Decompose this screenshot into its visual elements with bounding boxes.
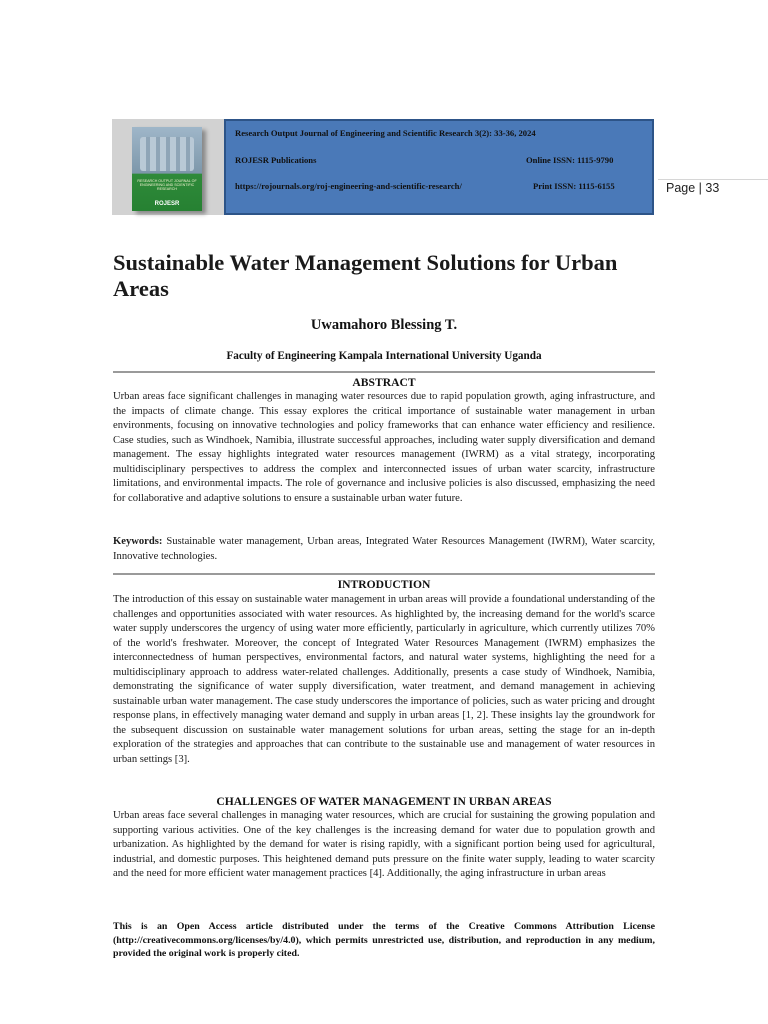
introduction-heading: INTRODUCTION: [337, 578, 431, 591]
cover-machine-picture: [140, 137, 194, 171]
abstract-text: Urban areas face significant challenges in managing water resources due to rapid population growth, aging infrastructure, and the impacts of climate change. This essay explores the critical importance of sustainable water management in urban environments, focusing on innovative technologies and policy frameworks that can enhance water efficiency and resilience. Case studies, such as Windhoek, Namibia, illustrate successful approaches, including water supply diversification and demand management. The essay highlights integrated water resources management (IWRM) as a vital strategy, incorporating multidisciplinary perspectives to address the complex and interconnected issues of urban water scarcity, infrastructure limitations, and environmental impacts. The role of governance and inclusive policies is also discussed, emphasizing the need for collaborative and adaptive solutions to ensure a sustainable urban water future.: [113, 391, 655, 504]
journal-line: Research Output Journal of Engineering and Scientific Research 3(2): 33-36, 2024: [235, 128, 536, 138]
online-issn: Online ISSN: 1115-9790: [526, 155, 614, 165]
author: Uwamahoro Blessing T.: [310, 317, 458, 333]
journal-header-box: [224, 119, 654, 215]
page-label-rule: [658, 179, 768, 180]
article-title: Sustainable Water Management Solutions for Urban Areas: [113, 250, 618, 301]
page-number: Page | 33: [666, 181, 720, 195]
journal-cover-image: [112, 119, 224, 215]
challenges-heading: CHALLENGES OF WATER MANAGEMENT IN URBAN AREAS: [216, 795, 552, 808]
divider: [113, 573, 655, 575]
publisher: ROJESR Publications: [235, 155, 317, 165]
challenges-text: Urban areas face several challenges in managing water resources, which are crucial for sustaining the growing population and supporting various activities. One of the key challenges is the increasing demand for water due to population growth and urbanization. As highlighted by the demand for water is rising rapidly, with a significant portion being used for agricultural, industrial, and domestic purposes. This heightened demand puts pressure on the finite water supply, leading to water scarcity and the need for more efficient water management practices [4]. Additionally, the aging infrastructure in urban areas: [113, 810, 655, 879]
introduction-text: The introduction of this essay on sustainable water management in urban areas will provide a foundational understanding of the challenges and opportunities associated with water resources. As highlighted by, the increasing demand for the world's scarce water supply underscores the urgency of using water more efficiently, particularly in agriculture, which currently utilizes 70% of the world's freshwater. Moreover, the concept of Integrated Water Resources Management (IWRM) emphasizes the interconnectedness of human perspectives, environmental factors, and natural water systems, highlighting the need for a multidisciplinary approach to address water-related challenges. Additionally, presents a case study of Windhoek, Namibia, demonstrating the significance of water supply diversification, water treatment, and demand management in achieving sustainable urban water management. The case study underscores the importance of policies, such as water pricing and drought response plans, in effectively managing water demand and supply in urban areas [1, 2]. These insights lay the groundwork for the subsequent discussion on sustainable water management solutions for urban areas, setting the stage for an in-depth exploration of the strategies and approaches that can contribute to the sustainable use and management of water resources in urban settings [3].: [113, 594, 655, 765]
divider: [113, 371, 655, 373]
cover-brand: ROJESR: [154, 201, 180, 207]
cover-title: RESEARCH OUTPUT JOURNAL OF ENGINEERING AND SCIENTIFIC RESEARCH: [137, 179, 197, 192]
keywords-label: Keywords:: [113, 536, 163, 547]
abstract-heading: ABSTRACT: [352, 376, 416, 389]
keywords-text: Sustainable water management, Urban areas, Integrated Water Resources Management (IWRM), Water scarcity, Innovative technologies.: [113, 536, 655, 562]
cover-book: [132, 127, 202, 211]
journal-url[interactable]: https://rojournals.org/roj-engineering-and-scientific-research/: [235, 181, 462, 191]
license-notice: This is an Open Access article distributed under the terms of the Creative Commons Attribution License (http://creativecommons.org/licenses/by/4.0), which permits unrestricted use, distribution, and reproduction in any medium, provided the original work is properly cited.: [113, 921, 655, 959]
keywords: [113, 535, 655, 564]
affiliation: Faculty of Engineering Kampala International University Uganda: [226, 350, 542, 362]
print-issn: Print ISSN: 1115-6155: [533, 181, 615, 191]
